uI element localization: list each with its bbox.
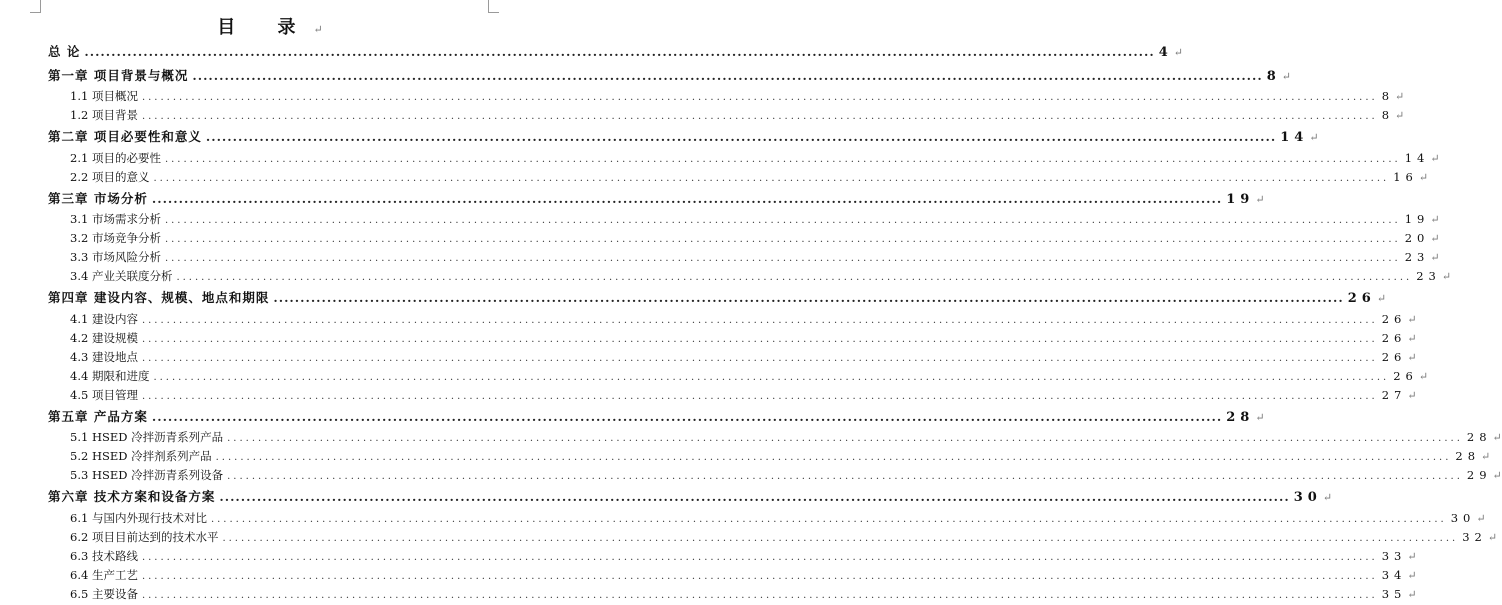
toc-dot-leader: ........................................................................................................................................................................................................	[141, 352, 1378, 364]
toc-page-number: 26	[1381, 330, 1407, 345]
toc-chapter-entry[interactable]	[48, 405, 1265, 429]
paragraph-mark-icon: ↵	[1395, 90, 1405, 103]
toc-dot-leader: ........................................................................................................................................................................................................	[164, 253, 1401, 264]
toc-dot-leader: ........................................................................................................................................................................................................	[219, 489, 1290, 504]
toc-chapter-entry[interactable]	[48, 40, 1183, 64]
paragraph-mark-icon: ↵	[1492, 469, 1502, 482]
toc-section-entry[interactable]	[48, 585, 1417, 604]
toc-page-number: 16	[1393, 169, 1418, 184]
toc-section-entry[interactable]	[48, 428, 1502, 447]
toc-entry-label: 1.2 项目背景	[70, 108, 138, 122]
toc-page-number: 35	[1381, 586, 1407, 601]
crop-mark-top-right	[488, 0, 499, 13]
toc-dot-leader: ........................................................................................................................................................................................................	[84, 44, 1155, 59]
toc-page-number: 28	[1226, 409, 1255, 425]
toc-section-entry[interactable]	[48, 528, 1498, 547]
toc-entry-label: 4.1 建设内容	[70, 311, 138, 326]
toc-page-number: 20	[1404, 231, 1430, 245]
toc-entry-label: 4.2 建设规模	[70, 330, 138, 345]
paragraph-mark-icon: ↵	[1487, 530, 1498, 544]
toc-chapter-entry[interactable]	[48, 64, 1291, 88]
toc-page-number: 8	[1381, 89, 1395, 103]
toc-entry-label: 3.3 市场风险分析	[70, 250, 161, 264]
toc-dot-leader: ........................................................................................................................................................................................................	[227, 433, 1463, 444]
toc-section-entry[interactable]	[48, 348, 1417, 367]
toc-entry-label: 6.5 主要设备	[70, 586, 138, 601]
paragraph-mark-icon: ↵	[1376, 292, 1387, 305]
toc-section-entry[interactable]	[48, 509, 1486, 528]
paragraph-mark-icon: ↵	[1418, 369, 1429, 383]
toc-dot-leader: ........................................................................................................................................................................................................	[141, 314, 1378, 326]
toc-entry-label: 2.2 项目的意义	[70, 169, 150, 184]
paragraph-mark-icon: ↵	[1407, 568, 1417, 582]
toc-entry-label: 6.4 生产工艺	[70, 567, 138, 582]
toc-dot-leader: ........................................................................................................................................................................................................	[141, 589, 1378, 601]
paragraph-mark-icon: ↵	[1309, 131, 1319, 144]
toc-dot-leader: ........................................................................................................................................................................................................	[141, 570, 1378, 582]
toc-dot-leader: ........................................................................................................................................................................................................	[164, 153, 1401, 165]
toc-page-number: 26	[1347, 291, 1376, 306]
toc-page-number: 33	[1381, 548, 1407, 563]
toc-page-number: 19	[1404, 212, 1430, 226]
toc-entry-label: 第二章 项目必要性和意义	[48, 129, 202, 144]
toc-page-number: 23	[1416, 269, 1441, 283]
toc-dot-leader: ........................................................................................................................................................................................................	[141, 551, 1378, 563]
paragraph-mark-icon: ↵	[1407, 587, 1417, 601]
toc-entry-label: 第五章 产品方案	[48, 408, 148, 424]
toc-page-number: 8	[1266, 68, 1281, 84]
paragraph-mark-icon: ↵	[1441, 270, 1452, 283]
toc-dot-leader: ........................................................................................................................................................................................................	[141, 390, 1378, 402]
toc-page-number: 28	[1466, 430, 1492, 444]
crop-mark-top-left	[30, 0, 41, 13]
toc-page-number: 19	[1226, 191, 1255, 207]
toc-section-entry[interactable]	[48, 329, 1417, 348]
toc-entry-label: 第一章 项目背景与概况	[48, 67, 189, 83]
paragraph-mark-icon: ↵	[1255, 410, 1265, 424]
paragraph-mark-icon: ↵	[1407, 331, 1417, 345]
toc-entry-label: 4.3 建设地点	[70, 349, 138, 364]
toc-dot-leader: ........................................................................................................................................................................................................	[205, 129, 1277, 144]
toc-entry-label: 1.1 项目概况	[70, 89, 138, 103]
toc-entry-label: 3.1 市场需求分析	[70, 212, 161, 226]
toc-dot-leader: ........................................................................................................................................................................................................	[215, 452, 1452, 463]
toc-page-number: 26	[1381, 311, 1407, 326]
paragraph-mark-icon: ↵	[1407, 549, 1417, 563]
toc-title	[0, 13, 540, 39]
toc-dot-leader: ........................................................................................................................................................................................................	[192, 67, 1263, 83]
paragraph-mark-icon: ↵	[1492, 431, 1502, 444]
toc-entry-label: 5.1 HSED 冷拌沥青系列产品	[70, 430, 224, 444]
toc-title-text: 目 录	[217, 17, 314, 38]
toc-section-entry[interactable]	[48, 547, 1417, 566]
toc-entry-label: 6.1 与国内外现行技术对比	[70, 510, 207, 525]
paragraph-mark-icon: ↵	[313, 23, 323, 36]
toc-dot-leader: ........................................................................................................................................................................................................	[153, 371, 1390, 383]
paragraph-mark-icon: ↵	[1407, 388, 1417, 402]
toc-page-number: 14	[1280, 130, 1309, 145]
paragraph-mark-icon: ↵	[1173, 46, 1183, 59]
toc-entry-label: 总 论	[48, 44, 81, 59]
table-of-contents	[48, 40, 1502, 604]
toc-section-entry[interactable]	[48, 87, 1405, 106]
toc-page-number: 8	[1381, 108, 1395, 122]
toc-entry-label: 3.4 产业关联度分析	[70, 269, 173, 283]
toc-page-number: 26	[1393, 368, 1418, 383]
toc-entry-label: 4.5 项目管理	[70, 387, 138, 402]
paragraph-mark-icon: ↵	[1430, 151, 1440, 165]
toc-section-entry[interactable]	[48, 149, 1440, 168]
paragraph-mark-icon: ↵	[1430, 213, 1440, 226]
toc-dot-leader: ........................................................................................................................................................................................................	[151, 408, 1223, 424]
toc-entry-label: 5.2 HSED 冷拌剂系列产品	[70, 449, 212, 463]
toc-dot-leader: ........................................................................................................................................................................................................	[273, 290, 1344, 305]
toc-chapter-entry[interactable]	[48, 187, 1265, 211]
toc-page-number: 30	[1450, 510, 1476, 525]
paragraph-mark-icon: ↵	[1322, 491, 1333, 504]
toc-section-entry[interactable]	[48, 447, 1491, 466]
paragraph-mark-icon: ↵	[1281, 69, 1291, 83]
toc-section-entry[interactable]	[48, 566, 1417, 585]
toc-page-number: 23	[1404, 250, 1430, 264]
toc-section-entry[interactable]	[48, 367, 1429, 386]
toc-dot-leader: ........................................................................................................................................................................................................	[141, 333, 1378, 345]
toc-dot-leader: ........................................................................................................................................................................................................	[176, 272, 1413, 283]
toc-section-entry[interactable]	[48, 386, 1417, 405]
toc-dot-leader: ........................................................................................................................................................................................................	[141, 92, 1378, 103]
toc-dot-leader: ........................................................................................................................................................................................................	[151, 190, 1223, 206]
toc-section-entry[interactable]	[48, 106, 1405, 125]
toc-page-number: 27	[1381, 387, 1407, 402]
toc-chapter-entry[interactable]	[48, 125, 1319, 149]
toc-page-number: 29	[1466, 468, 1492, 482]
toc-page-number: 32	[1462, 529, 1487, 544]
toc-section-entry[interactable]	[48, 168, 1429, 187]
toc-section-entry[interactable]	[48, 267, 1452, 286]
toc-page-number: 30	[1293, 490, 1322, 505]
paragraph-mark-icon: ↵	[1481, 450, 1491, 463]
toc-dot-leader: ........................................................................................................................................................................................................	[153, 172, 1390, 184]
toc-entry-label: 第四章 建设内容、规模、地点和期限	[48, 290, 270, 305]
toc-page-number: 26	[1381, 349, 1407, 364]
toc-page-number: 4	[1158, 45, 1173, 60]
paragraph-mark-icon: ↵	[1418, 170, 1429, 184]
paragraph-mark-icon: ↵	[1430, 232, 1440, 245]
toc-section-entry[interactable]	[48, 466, 1502, 485]
toc-dot-leader: ........................................................................................................................................................................................................	[141, 111, 1378, 122]
toc-dot-leader: ........................................................................................................................................................................................................	[227, 471, 1463, 482]
toc-entry-label: 6.3 技术路线	[70, 548, 138, 563]
toc-entry-label: 4.4 期限和进度	[70, 368, 150, 383]
paragraph-mark-icon: ↵	[1255, 192, 1265, 206]
paragraph-mark-icon: ↵	[1476, 511, 1486, 525]
toc-page-number: 28	[1455, 449, 1481, 463]
paragraph-mark-icon: ↵	[1430, 251, 1440, 264]
toc-section-entry[interactable]	[48, 310, 1417, 329]
toc-section-entry[interactable]	[48, 248, 1440, 267]
paragraph-mark-icon: ↵	[1407, 312, 1417, 326]
toc-page-number: 34	[1381, 567, 1407, 582]
toc-entry-label: 第六章 技术方案和设备方案	[48, 489, 216, 504]
toc-page-number: 14	[1404, 150, 1430, 165]
toc-entry-label: 2.1 项目的必要性	[70, 150, 161, 165]
toc-entry-label: 3.2 市场竞争分析	[70, 231, 161, 245]
paragraph-mark-icon: ↵	[1395, 109, 1405, 122]
toc-dot-leader: ........................................................................................................................................................................................................	[222, 532, 1459, 544]
toc-entry-label: 6.2 项目目前达到的技术水平	[70, 529, 219, 544]
toc-dot-leader: ........................................................................................................................................................................................................	[164, 215, 1401, 226]
toc-dot-leader: ........................................................................................................................................................................................................	[210, 513, 1447, 525]
toc-chapter-entry[interactable]	[48, 286, 1387, 310]
toc-entry-label: 第三章 市场分析	[48, 190, 148, 206]
toc-section-entry[interactable]	[48, 229, 1440, 248]
toc-section-entry[interactable]	[48, 210, 1440, 229]
toc-dot-leader: ........................................................................................................................................................................................................	[164, 234, 1401, 245]
toc-entry-label: 5.3 HSED 冷拌沥青系列设备	[70, 468, 224, 482]
toc-chapter-entry[interactable]	[48, 485, 1333, 509]
paragraph-mark-icon: ↵	[1407, 350, 1417, 364]
